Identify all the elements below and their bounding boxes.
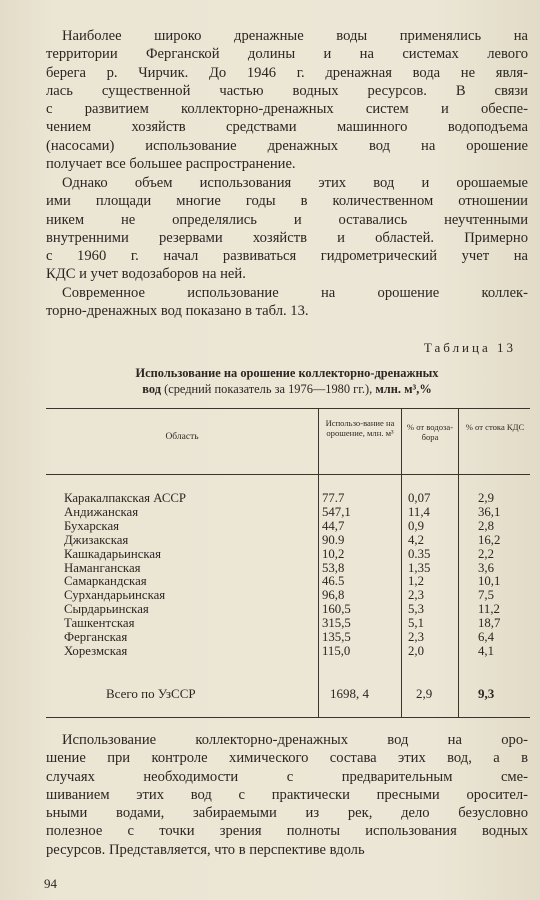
total-pct-intake: 2,9 bbox=[416, 686, 433, 701]
table-cell-pct-kds: 7,5 bbox=[478, 588, 494, 603]
table-cell-region: Кашкадарьинская bbox=[64, 546, 161, 561]
table-title bbox=[46, 365, 528, 397]
table-cell-pct-intake: 5,1 bbox=[408, 616, 424, 631]
paragraph-3 bbox=[46, 284, 528, 321]
paragraph-1 bbox=[46, 27, 528, 173]
total-pct-kds: 9,3 bbox=[478, 686, 495, 701]
table-cell-usage: 53,8 bbox=[322, 560, 345, 575]
table-cell-region: Самаркандская bbox=[64, 574, 147, 589]
table-cell-pct-kds: 3,6 bbox=[478, 560, 494, 575]
text-line: полезное с точки зрения полноты использования водных bbox=[46, 823, 528, 840]
header-region: Область bbox=[165, 432, 199, 442]
total-usage: 1698, 4 bbox=[330, 686, 369, 701]
text-line: Наиболее широко дренажные воды применялись на bbox=[62, 28, 528, 44]
table-cell-region: Сурхандарьинская bbox=[64, 588, 166, 603]
text-line: шиванием этих вод с практически пресными оросител- bbox=[46, 786, 528, 803]
total-region: Всего по УзССР bbox=[106, 686, 196, 701]
table-cell-usage: 44,7 bbox=[322, 518, 345, 533]
table-title-period: (средний показатель за 1976—1980 гг.), bbox=[160, 382, 376, 396]
table-cell-region: Наманганская bbox=[64, 560, 141, 575]
table-cell-region: Каракалпакская АССР bbox=[64, 491, 187, 505]
table-cell-region: Хорезмская bbox=[64, 643, 128, 658]
table-cell-pct-intake: 1,35 bbox=[408, 560, 431, 575]
table-cell-region: Джизакская bbox=[64, 532, 129, 547]
header-usage: Использо-вание на орошение, млн. м³ bbox=[325, 418, 395, 438]
header-pct-intake: % от водоза-бора bbox=[406, 422, 454, 442]
table-label: Таблица 13 bbox=[423, 340, 516, 355]
text-line: торно-дренажных вод показано в табл. 13. bbox=[46, 303, 309, 320]
table-title-units: млн. м³,% bbox=[375, 382, 432, 396]
total-separator bbox=[46, 666, 530, 667]
table-title-word: вод bbox=[142, 382, 161, 396]
text-line: ресурсов. Представляется, что в перспективе вдоль bbox=[46, 841, 365, 858]
table-cell-pct-intake: 4,2 bbox=[408, 532, 424, 547]
table-cell-pct-kds: 36,1 bbox=[478, 504, 501, 519]
table-cell-usage: 46.5 bbox=[322, 574, 345, 589]
text-line: (насосами) использование дренажных вод на орошение bbox=[46, 137, 528, 154]
table-cell-usage: 115,0 bbox=[322, 643, 351, 658]
table-cell-region: Андижанская bbox=[64, 504, 139, 519]
column-divider-3 bbox=[458, 408, 459, 718]
table-title-line-1: Использование на орошение коллекторно-дренажных bbox=[135, 366, 439, 380]
table-cell-pct-kds: 16,2 bbox=[478, 532, 501, 547]
table-cell-usage: 160,5 bbox=[322, 602, 351, 617]
text-line: шение при контроле химического состава этих вод, а в bbox=[46, 750, 528, 767]
table-title-line-2 bbox=[46, 381, 528, 397]
header-pct-kds: % от стока КДС bbox=[465, 422, 525, 432]
text-line: Однако объем использования этих вод и орошаемые bbox=[62, 175, 528, 191]
table-cell-usage: 547,1 bbox=[322, 504, 351, 519]
text-line: лась существенной частью водных ресурсов. В связи bbox=[46, 82, 528, 99]
table-cell-pct-intake: 0,07 bbox=[408, 491, 431, 505]
text-line: Использование коллекторно-дренажных вод на оро- bbox=[62, 732, 528, 748]
page-number: 94 bbox=[44, 876, 57, 891]
text-line: с 1960 г. начал развиваться гидрометрический учет на bbox=[46, 248, 528, 265]
table-cell-pct-kds: 2,2 bbox=[478, 546, 494, 561]
table-cell-usage: 90.9 bbox=[322, 532, 345, 547]
paragraph-4 bbox=[46, 731, 528, 859]
data-table bbox=[46, 408, 530, 718]
text-line: случаях необходимости с предварительным сме- bbox=[46, 768, 528, 785]
column-divider-2 bbox=[401, 408, 402, 718]
table-cell-usage: 135,5 bbox=[322, 630, 351, 644]
table-cell-pct-intake: 0.35 bbox=[408, 546, 431, 561]
table-cell-region: Сырдарьинская bbox=[64, 602, 149, 617]
table-cell-usage: 315,5 bbox=[322, 616, 351, 631]
table-cell-region: Ферганская bbox=[64, 630, 128, 644]
text-line: ьными водами, забираемыми из рек, дело безусловно bbox=[46, 805, 528, 822]
table-cell-usage: 96,8 bbox=[322, 588, 345, 603]
table-cell-pct-kds: 2,9 bbox=[478, 491, 494, 505]
table-cell-pct-kds: 6,4 bbox=[478, 630, 494, 644]
table-cell-usage: 77.7 bbox=[322, 491, 345, 505]
text-line: КДС и учет водозаборов на ней. bbox=[46, 266, 246, 283]
table-cell-pct-intake: 2,3 bbox=[408, 630, 424, 644]
table-cell-pct-intake: 11,4 bbox=[408, 504, 430, 519]
table-cell-pct-intake: 2,3 bbox=[408, 588, 424, 603]
column-divider-1 bbox=[318, 408, 319, 718]
table-cell-pct-kds: 11,2 bbox=[478, 602, 500, 617]
text-line: Современное использование на орошение коллек- bbox=[62, 285, 528, 301]
paragraph-2 bbox=[46, 174, 528, 284]
text-line: берега р. Чирчик. До 1946 г. дренажная вода не явля- bbox=[46, 64, 528, 81]
text-line: территории Ферганской долины и на системах левого bbox=[46, 46, 528, 63]
text-line: ими площади многие годы в количественном отношении bbox=[46, 193, 528, 210]
text-line: чением хозяйств средствами машинного водоподъема bbox=[46, 119, 528, 136]
table-cell-pct-kds: 4,1 bbox=[478, 643, 494, 658]
table-cell-pct-kds: 2,8 bbox=[478, 518, 494, 533]
table-cell-pct-intake: 0,9 bbox=[408, 518, 424, 533]
text-line: внутренними резервами хозяйств и областей. Примерно bbox=[46, 229, 528, 246]
table-cell-pct-intake: 1,2 bbox=[408, 574, 424, 589]
text-line: с развитием коллекторно-дренажных систем и обеспе- bbox=[46, 101, 528, 118]
table-cell-pct-kds: 10,1 bbox=[478, 574, 501, 589]
table-cell-region: Ташкентская bbox=[64, 616, 135, 631]
table-cell-region: Бухарская bbox=[64, 518, 120, 533]
table-cell-pct-intake: 5,3 bbox=[408, 602, 424, 617]
text-line: получает все большее распространение. bbox=[46, 156, 296, 173]
table-cell-pct-intake: 2,0 bbox=[408, 643, 424, 658]
table-cell-pct-kds: 18,7 bbox=[478, 616, 501, 631]
text-line: никем не определялись и оставались неучтенными bbox=[46, 211, 528, 228]
table-cell-usage: 10,2 bbox=[322, 546, 345, 561]
